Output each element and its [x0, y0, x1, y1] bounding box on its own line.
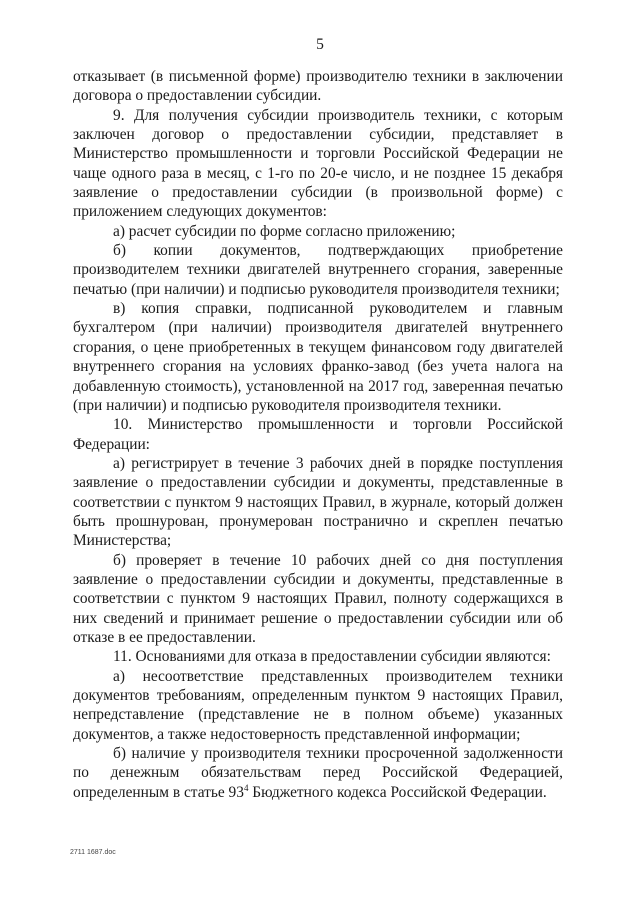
body-text	[73, 67, 563, 802]
paragraph-item-9a: а) расчет субсидии по форме согласно приложению;	[113, 222, 456, 240]
paragraph-continuation: отказывает (в письменной форме) производителю техники в заключении договора о предоставлении субсидии.	[73, 68, 563, 105]
paragraph-item-11: 11. Основаниями для отказа в предоставлении субсидии являются:	[113, 648, 551, 666]
paragraph-item-9v: в) копия справки, подписанной руководителем и главным бухгалтером (при наличии) производителя двигателей внутреннего сгорания, о цене приобретенных в текущем финансовом году двигателей внутреннего сгорания на условиях франко-завод (без учета налога на добавленную стоимость), установленной на 2017 год, заверенная печатью (при наличии) и подписью руководителя производителя техники.	[73, 300, 563, 414]
paragraph-item-9: 9. Для получения субсидии производитель техники, с которым заключен договор о предоставлении субсидии, представляет в Министерство промышленности и торговли Российской Федерации не чаще одного раза в месяц, с 1-го по 20-е число, и не позднее 15 декабря заявление о предоставлении субсидии (в произвольной форме) с приложением следующих документов:	[73, 106, 563, 221]
paragraph-item-10: 10. Министерство промышленности и торговли Российской Федерации:	[73, 416, 563, 453]
paragraph-item-11b	[73, 744, 563, 802]
paragraph-item-10a: а) регистрирует в течение 3 рабочих дней в порядке поступления заявление о предоставлении субсидии и документы, представленные в соответствии с пунктом 9 настоящих Правил, в журнале, который должен быть прошнурован, пронумерован постранично и скреплен печатью Министерства;	[73, 454, 563, 550]
page-number: 5	[316, 36, 324, 53]
paragraph-item-11a: а) несоответствие представленных производителем техники документов требованиям, определенным пунктом 9 настоящих Правил, непредставление (представление не в полном объеме) указанных документов, а также недостоверность представленной информации;	[73, 667, 563, 743]
footer-doc-code: 2711 1687.doc	[70, 849, 116, 856]
paragraph-item-10b: б) проверяет в течение 10 рабочих дней со дня поступления заявление о предоставлении субсидии и документы, представленные в соответствии с пунктом 9 настоящих Правил, полноту содержащихся в них сведений и принимает решение о предоставлении субсидии или об отказе в ее предоставлении.	[73, 551, 563, 646]
article-superscript: 4	[243, 782, 249, 793]
paragraph-item-11b-tail: Бюджетного кодекса Российской Федерации.	[248, 783, 547, 801]
paragraph-item-11b-text: б) наличие у производителя техники просроченной задолженности по денежным обязательствам перед Российской Федерацией, определенным в статье 93	[73, 745, 563, 801]
paragraph-item-9b: б) копии документов, подтверждающих приобретение производителем техники двигателей внутреннего сгорания, заверенные печатью (при наличии) и подписью руководителя производителя техники;	[73, 242, 563, 298]
